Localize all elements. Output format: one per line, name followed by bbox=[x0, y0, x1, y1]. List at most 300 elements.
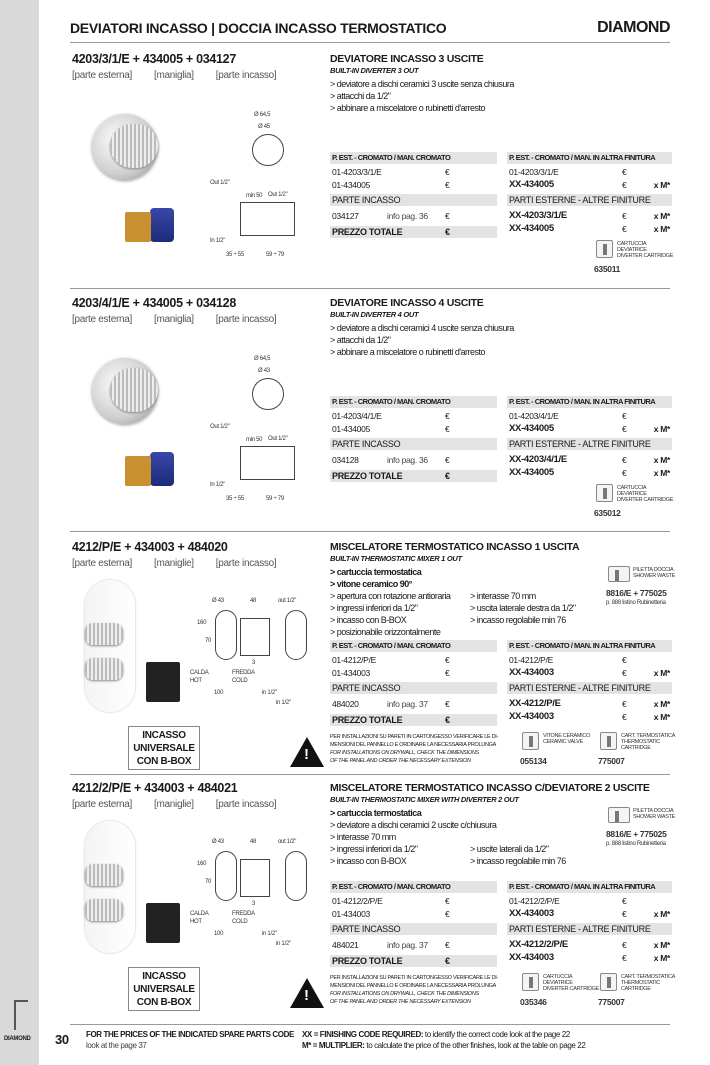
code-cell: XX-434005 bbox=[509, 467, 554, 478]
code-cell: XX-434003 bbox=[509, 908, 554, 919]
feature-text: > deviatore a dischi ceramici 2 uscite c/chiusura bbox=[330, 820, 497, 830]
code-cell: XX-434005 bbox=[509, 179, 554, 190]
table-header: PARTI ESTERNE - ALTRE FINITURE bbox=[507, 194, 672, 206]
code-cell: 01-4212/P/E bbox=[509, 655, 553, 665]
part-label: [maniglie] bbox=[153, 558, 194, 569]
spare-part-code: 775007 bbox=[598, 997, 625, 1007]
handle-image-top bbox=[85, 864, 123, 886]
dimension-label: Ø 64,5 bbox=[254, 356, 271, 362]
code-cell: 01-434005 bbox=[332, 180, 370, 190]
table-row bbox=[507, 908, 672, 920]
warning-icon bbox=[290, 737, 324, 767]
multiplier-cell: x M* bbox=[653, 940, 670, 950]
table-header: PARTI ESTERNE - ALTRE FINITURE bbox=[507, 438, 672, 450]
code-cell: 01-4212/2/P/E bbox=[332, 896, 383, 906]
product-section bbox=[0, 296, 710, 532]
dimension-label: 100 bbox=[214, 690, 224, 696]
feature-text: > abbinare a miscelatore o rubinetti d'arresto bbox=[330, 347, 486, 357]
dimension-label: 35 ÷ 55 bbox=[226, 496, 244, 502]
euro-cell: € bbox=[622, 424, 627, 434]
drawing-front bbox=[215, 610, 237, 660]
page-number: 30 bbox=[55, 1032, 69, 1047]
product-subtitle: BUILT-IN THERMOSTATIC MIXER 1 OUT bbox=[330, 554, 462, 563]
shower-waste-label bbox=[633, 808, 703, 820]
euro-cell: € bbox=[445, 455, 450, 465]
table-row bbox=[330, 698, 497, 710]
product-section bbox=[0, 540, 710, 776]
bbox-label-line: CON B-BOX bbox=[136, 997, 192, 1008]
table-header: PARTE INCASSO bbox=[330, 923, 497, 935]
euro-cell: € bbox=[622, 699, 627, 709]
total-row bbox=[330, 955, 497, 967]
dimension-label: Ø 43 bbox=[212, 839, 224, 845]
code-cell: 01-4212/P/E bbox=[332, 655, 376, 665]
feature-item bbox=[330, 819, 610, 831]
spare-parts-note-title: FOR THE PRICES OF THE INDICATED SPARE PARTS CODE bbox=[86, 1030, 294, 1039]
brass-fitting bbox=[125, 212, 151, 242]
spare-part-label-line: CARTUCCIA bbox=[617, 485, 647, 491]
part-label: [parte esterna] bbox=[72, 558, 132, 569]
code-cell: 01-434005 bbox=[332, 424, 370, 434]
product-image-plate bbox=[85, 580, 135, 712]
dimension-label: HOT bbox=[190, 919, 202, 925]
total-row bbox=[330, 226, 497, 238]
table-row bbox=[330, 895, 497, 907]
feature-item bbox=[330, 626, 610, 638]
shower-waste-label-line: SHOWER WASTE bbox=[633, 814, 676, 820]
product-code: 4203/3/1/E + 434005 + 034127 bbox=[72, 52, 236, 66]
spare-part-code: 035346 bbox=[520, 997, 547, 1007]
euro-cell: € bbox=[622, 211, 627, 221]
euro-cell: € bbox=[622, 411, 627, 421]
code-cell: 01-434003 bbox=[332, 668, 370, 678]
feature-item bbox=[330, 807, 610, 819]
feature-text: > ingressi inferiori da 1/2" bbox=[330, 603, 418, 613]
spare-part-label bbox=[621, 733, 693, 751]
feature-item bbox=[330, 590, 610, 602]
euro-cell: € bbox=[445, 227, 450, 237]
multiplier-cell: x M* bbox=[653, 712, 670, 722]
multiplier-cell: x M* bbox=[653, 180, 670, 190]
dimension-label: 3 bbox=[252, 901, 256, 907]
table-header: P. EST. - CROMATO / MAN. CROMATO bbox=[330, 396, 497, 408]
code-cell: XX-4212/P/E bbox=[509, 698, 561, 709]
handle-image bbox=[110, 368, 158, 412]
multiplier-cell: x M* bbox=[653, 668, 670, 678]
handle-image-bottom bbox=[85, 899, 123, 921]
drawing-side bbox=[240, 446, 295, 480]
spare-part-label-line: CART. TERMOSTATICA bbox=[621, 974, 676, 980]
dimension-label: Ø 43 bbox=[258, 368, 270, 374]
bbox-label bbox=[128, 726, 200, 770]
code-cell: XX-4203/4/1/E bbox=[509, 454, 567, 465]
total-row bbox=[330, 470, 497, 482]
code-cell: 484020 bbox=[332, 699, 359, 709]
feature-item bbox=[330, 322, 514, 334]
spare-part-label-line: CARTRIDGE bbox=[621, 745, 651, 751]
euro-cell: € bbox=[445, 668, 450, 678]
shower-waste-note: p. 888 listino Rubinetteria bbox=[606, 841, 666, 847]
euro-cell: € bbox=[622, 896, 627, 906]
euro-cell: € bbox=[622, 655, 627, 665]
spare-part-code: 055134 bbox=[520, 756, 547, 766]
product-title: DEVIATORE INCASSO 4 USCITE bbox=[330, 297, 484, 309]
drawing-front bbox=[215, 851, 237, 901]
feature-item bbox=[330, 855, 610, 867]
feature-text: > cartuccia termostatica bbox=[330, 808, 422, 818]
part-label: [maniglia] bbox=[153, 314, 194, 325]
dimension-label: 160 bbox=[197, 620, 207, 626]
dimension-label: COLD bbox=[232, 919, 248, 925]
footer-divider bbox=[70, 1024, 670, 1025]
valve-body-image bbox=[150, 452, 174, 486]
cartridge-icon bbox=[600, 973, 617, 991]
table-header: P. EST. - CROMATO / MAN. IN ALTRA FINITURA bbox=[507, 396, 672, 408]
feature-item bbox=[330, 346, 514, 358]
drywall-warning bbox=[330, 974, 515, 1006]
multiplier-legend bbox=[302, 1040, 707, 1051]
feature-item bbox=[330, 78, 514, 90]
feature-text: > apertura con rotazione antioraria bbox=[330, 591, 451, 601]
feature-item bbox=[330, 90, 514, 102]
feature-text: > incasso regolabile min 76 bbox=[470, 856, 566, 866]
drawing-side bbox=[240, 202, 295, 236]
brand-logo: DIAMOND bbox=[597, 19, 670, 36]
table-row bbox=[507, 166, 672, 178]
euro-cell: € bbox=[622, 953, 627, 963]
multiplier-cell: x M* bbox=[653, 455, 670, 465]
table-header: PARTE INCASSO bbox=[330, 682, 497, 694]
spare-part-label-line: CARTUCCIA bbox=[543, 974, 573, 980]
shower-waste-code: 8816/E + 775025 bbox=[606, 588, 667, 598]
cartridge-icon bbox=[522, 732, 539, 750]
feature-text: > interasse 70 mm bbox=[470, 591, 536, 601]
euro-cell: € bbox=[622, 180, 627, 190]
table-row bbox=[507, 667, 672, 679]
drawing-rear bbox=[285, 610, 307, 660]
table-row bbox=[330, 939, 497, 951]
code-cell: XX-4212/2/P/E bbox=[509, 939, 568, 950]
feature-text: > deviatore a dischi ceramici 4 uscite senza chiusura bbox=[330, 323, 514, 333]
dimension-label: 35 ÷ 55 bbox=[226, 252, 244, 258]
euro-cell: € bbox=[445, 211, 450, 221]
dimension-label: FREDDA bbox=[232, 911, 255, 917]
warning-line: OF THE PANEL AND ORDER THE NECESSARY EXTENSION bbox=[330, 999, 471, 1005]
shower-waste-label-line: PILETTA DOCCIA bbox=[633, 567, 674, 573]
part-labels bbox=[72, 558, 298, 569]
bbox-label bbox=[128, 967, 200, 1011]
dimension-label: CALDA bbox=[190, 670, 209, 676]
feature-text: > posizionabile orizzontalmente bbox=[330, 627, 441, 637]
table-row bbox=[507, 423, 672, 435]
dimension-label: In 1/2" bbox=[210, 482, 226, 488]
product-subtitle: BUILT-IN THERMOSTATIC MIXER WITH DIVERTER 2 OUT bbox=[330, 795, 519, 804]
shower-waste-code: 8816/E + 775025 bbox=[606, 829, 667, 839]
legend-block bbox=[302, 1029, 707, 1051]
table-header: PARTI ESTERNE - ALTRE FINITURE bbox=[507, 923, 672, 935]
total-label: PREZZO TOTALE bbox=[332, 715, 403, 725]
warning-icon bbox=[290, 978, 324, 1008]
xx-legend bbox=[302, 1029, 707, 1040]
feature-text: > uscite laterali da 1/2" bbox=[470, 844, 549, 854]
spare-part-label-line: DIVERTER CARTRIDGE bbox=[617, 497, 674, 503]
product-subtitle: BUILT-IN DIVERTER 3 OUT bbox=[330, 66, 419, 75]
code-cell: XX-434003 bbox=[509, 952, 554, 963]
spare-part-label-line: DEVIATRICE bbox=[617, 491, 647, 497]
drawing-front bbox=[252, 378, 284, 410]
total-row bbox=[330, 714, 497, 726]
euro-cell: € bbox=[445, 699, 450, 709]
table-header: P. EST. - CROMATO / MAN. IN ALTRA FINITURA bbox=[507, 640, 672, 652]
euro-cell: € bbox=[445, 180, 450, 190]
handle-image-bottom bbox=[85, 658, 123, 680]
bbox-label-line: UNIVERSALE bbox=[133, 984, 195, 995]
part-label: [maniglie] bbox=[153, 799, 194, 810]
code-cell: 01-4203/4/1/E bbox=[509, 411, 559, 421]
table-row bbox=[507, 952, 672, 964]
cartridge-icon bbox=[600, 732, 617, 750]
dimension-label: in 1/2" bbox=[262, 931, 277, 937]
drywall-warning bbox=[330, 733, 515, 765]
spare-part-label-line: CART. TERMOSTATICA bbox=[621, 733, 676, 739]
total-label: PREZZO TOTALE bbox=[332, 956, 403, 966]
spare-part-label-line: CARTRIDGE bbox=[621, 986, 651, 992]
feature-text: > vitone ceramico 90° bbox=[330, 579, 412, 589]
info-page-link: info pag. 36 bbox=[387, 211, 428, 221]
table-row bbox=[507, 711, 672, 723]
table-header: P. EST. - CROMATO / MAN. IN ALTRA FINITURA bbox=[507, 152, 672, 164]
spare-part-label-line: DEVIATRICE bbox=[617, 247, 647, 253]
spare-part-label-line: THERMOSTATIC bbox=[621, 739, 660, 745]
warning-line: MENSIONI DEL PANNELLO E ORDINARE LA NECESSARIA PROLUNGA bbox=[330, 742, 496, 748]
dimension-label: HOT bbox=[190, 678, 202, 684]
table-row bbox=[330, 423, 497, 435]
euro-cell: € bbox=[622, 455, 627, 465]
warning-line: OF THE PANEL AND ORDER THE NECESSARY EXTENSION bbox=[330, 758, 471, 764]
code-cell: XX-434003 bbox=[509, 711, 554, 722]
feature-item bbox=[330, 614, 610, 626]
part-label: [parte incasso] bbox=[215, 558, 277, 569]
total-label: PREZZO TOTALE bbox=[332, 227, 403, 237]
feature-item bbox=[330, 602, 610, 614]
cartridge-icon bbox=[522, 973, 539, 991]
euro-cell: € bbox=[445, 655, 450, 665]
feature-list bbox=[330, 807, 610, 867]
bbox-image bbox=[146, 903, 180, 943]
feature-text: > incasso regolabile min 76 bbox=[470, 615, 566, 625]
code-cell: 01-4212/2/P/E bbox=[509, 896, 560, 906]
warning-line: PER INSTALLAZIONI SU PARETI IN CARTONGESSO VERIFICARE LE DI- bbox=[330, 975, 499, 981]
part-label: [parte esterna] bbox=[72, 314, 132, 325]
product-title: DEVIATORE INCASSO 3 USCITE bbox=[330, 53, 484, 65]
shower-waste-note: p. 888 listino Rubinetteria bbox=[606, 600, 666, 606]
dimension-label: 70 bbox=[205, 638, 212, 644]
table-header: P. EST. - CROMATO / MAN. CROMATO bbox=[330, 152, 497, 164]
spare-part-label bbox=[617, 241, 689, 259]
code-cell: XX-434005 bbox=[509, 223, 554, 234]
m-text: to calculate the price of the other finishes, look at the table on page 22 bbox=[364, 1041, 586, 1050]
handle-image-top bbox=[85, 623, 123, 645]
dimension-label: 59 ÷ 79 bbox=[266, 496, 284, 502]
code-cell: 01-4203/3/1/E bbox=[509, 167, 559, 177]
feature-text: > incasso con B-BOX bbox=[330, 856, 407, 866]
table-header: PARTE INCASSO bbox=[330, 438, 497, 450]
multiplier-cell: x M* bbox=[653, 224, 670, 234]
info-page-link: info pag. 37 bbox=[387, 940, 428, 950]
table-row bbox=[330, 454, 497, 466]
product-title: MISCELATORE TERMOSTATICO INCASSO C/DEVIATORE 2 USCITE bbox=[330, 782, 650, 794]
shower-waste-label-line: SHOWER WASTE bbox=[633, 573, 676, 579]
table-row bbox=[507, 467, 672, 479]
part-label: [parte incasso] bbox=[215, 70, 277, 81]
part-label: [parte esterna] bbox=[72, 799, 132, 810]
feature-text: > attacchi da 1/2" bbox=[330, 335, 391, 345]
table-header: P. EST. - CROMATO / MAN. CROMATO bbox=[330, 881, 497, 893]
feature-text: > uscita laterale destra da 1/2" bbox=[470, 603, 576, 613]
part-label: [maniglia] bbox=[153, 70, 194, 81]
spare-part-label-line: DIVERTER CARTRIDGE bbox=[543, 986, 600, 992]
table-row bbox=[507, 179, 672, 191]
table-row bbox=[507, 223, 672, 235]
table-row bbox=[330, 410, 497, 422]
product-image-plate bbox=[85, 821, 135, 953]
spare-part-label-line: CARTUCCIA bbox=[617, 241, 647, 247]
dimension-label: CALDA bbox=[190, 911, 209, 917]
info-page-link: info pag. 37 bbox=[387, 699, 428, 709]
code-cell: XX-4203/3/1/E bbox=[509, 210, 567, 221]
euro-cell: € bbox=[445, 167, 450, 177]
euro-cell: € bbox=[622, 940, 627, 950]
shower-waste-icon bbox=[608, 566, 630, 582]
euro-cell: € bbox=[622, 224, 627, 234]
table-row bbox=[507, 410, 672, 422]
euro-cell: € bbox=[445, 715, 450, 725]
feature-text: > interasse 70 mm bbox=[330, 832, 396, 842]
total-label: PREZZO TOTALE bbox=[332, 471, 403, 481]
bbox-label-line: UNIVERSALE bbox=[133, 743, 195, 754]
product-subtitle: BUILT-IN DIVERTER 4 OUT bbox=[330, 310, 419, 319]
code-cell: 01-4203/3/1/E bbox=[332, 167, 382, 177]
dimension-label: Out 1/2" bbox=[210, 424, 230, 430]
table-row bbox=[507, 210, 672, 222]
dimension-label: Ø 64,5 bbox=[254, 112, 271, 118]
euro-cell: € bbox=[445, 424, 450, 434]
feature-list bbox=[330, 78, 514, 114]
feature-item bbox=[330, 831, 610, 843]
dimension-label: Ø 45 bbox=[258, 124, 270, 130]
table-header: P. EST. - CROMATO / MAN. IN ALTRA FINITURA bbox=[507, 881, 672, 893]
warning-line: PER INSTALLAZIONI SU PARETI IN CARTONGESSO VERIFICARE LE DI- bbox=[330, 734, 499, 740]
info-page-link: info pag. 36 bbox=[387, 455, 428, 465]
dimension-label: 48 bbox=[250, 598, 257, 604]
bbox-label-line: CON B-BOX bbox=[136, 756, 192, 767]
brass-fitting bbox=[125, 456, 151, 486]
spare-part-label-line: THERMOSTATIC bbox=[621, 980, 660, 986]
code-cell: 484021 bbox=[332, 940, 359, 950]
feature-list bbox=[330, 322, 514, 358]
code-cell: XX-434005 bbox=[509, 423, 554, 434]
dimension-label: 70 bbox=[205, 879, 212, 885]
product-code: 4212/2/P/E + 434003 + 484021 bbox=[72, 781, 238, 795]
part-labels bbox=[72, 799, 298, 810]
feature-item bbox=[330, 578, 610, 590]
table-row bbox=[507, 698, 672, 710]
dimension-label: Out 1/2" bbox=[210, 180, 230, 186]
euro-cell: € bbox=[445, 956, 450, 966]
drawing-rear bbox=[285, 851, 307, 901]
euro-cell: € bbox=[622, 468, 627, 478]
feature-item bbox=[330, 843, 610, 855]
dimension-label: min 50 bbox=[246, 437, 263, 443]
cartridge-icon bbox=[596, 484, 613, 502]
table-row bbox=[507, 939, 672, 951]
xx-key: XX = FINISHING CODE REQUIRED: bbox=[302, 1030, 424, 1039]
dimension-label: 59 ÷ 79 bbox=[266, 252, 284, 258]
code-cell: 01-4203/4/1/E bbox=[332, 411, 382, 421]
spare-parts-note-block bbox=[86, 1029, 296, 1051]
feature-item bbox=[330, 566, 610, 578]
dimension-label: in 1/2" bbox=[276, 941, 291, 947]
warning-line: MENSIONI DEL PANNELLO E ORDINARE LA NECESSARIA PROLUNGA bbox=[330, 983, 496, 989]
product-code: 4203/4/1/E + 434005 + 034128 bbox=[72, 296, 236, 310]
table-row bbox=[330, 654, 497, 666]
dimension-label: out 1/2" bbox=[278, 839, 297, 845]
section-divider bbox=[70, 288, 670, 289]
dimension-label: Ø 43 bbox=[212, 598, 224, 604]
cartridge-icon bbox=[596, 240, 613, 258]
code-cell: 034128 bbox=[332, 455, 359, 465]
spare-part-label-line: DEVIATRICE bbox=[543, 980, 573, 986]
feature-list bbox=[330, 566, 610, 638]
part-label: [parte esterna] bbox=[72, 70, 132, 81]
euro-cell: € bbox=[622, 712, 627, 722]
handle-image bbox=[110, 124, 158, 168]
spare-part-label-line: VITONE CERAMICO bbox=[543, 733, 591, 739]
feature-text: > abbinare a miscelatore o rubinetti d'arresto bbox=[330, 103, 486, 113]
page-title: DEVIATORI INCASSO | DOCCIA INCASSO TERMOSTATICO bbox=[70, 20, 447, 36]
spare-part-label-line: DIVERTER CARTRIDGE bbox=[617, 253, 674, 259]
shower-waste-icon bbox=[608, 807, 630, 823]
table-row bbox=[330, 166, 497, 178]
drawing-front bbox=[252, 134, 284, 166]
code-cell: 01-434003 bbox=[332, 909, 370, 919]
dimension-label: Out 1/2" bbox=[268, 436, 288, 442]
dimension-label: 48 bbox=[250, 839, 257, 845]
code-cell: 034127 bbox=[332, 211, 359, 221]
spare-parts-note: look at the page 37 bbox=[86, 1041, 147, 1050]
multiplier-cell: x M* bbox=[653, 953, 670, 963]
product-section bbox=[0, 52, 710, 288]
feature-text: > incasso con B-BOX bbox=[330, 615, 407, 625]
bbox-label-line: INCASSO bbox=[142, 730, 186, 741]
product-code: 4212/P/E + 434003 + 484020 bbox=[72, 540, 228, 554]
table-row bbox=[330, 667, 497, 679]
table-header: P. EST. - CROMATO / MAN. CROMATO bbox=[330, 640, 497, 652]
euro-cell: € bbox=[622, 167, 627, 177]
table-row bbox=[330, 179, 497, 191]
feature-text: > attacchi da 1/2" bbox=[330, 91, 391, 101]
euro-cell: € bbox=[622, 909, 627, 919]
feature-text: > cartuccia termostatica bbox=[330, 567, 422, 577]
code-cell: XX-434003 bbox=[509, 667, 554, 678]
dimension-label: 100 bbox=[214, 931, 224, 937]
multiplier-cell: x M* bbox=[653, 909, 670, 919]
dimension-label: in 1/2" bbox=[276, 700, 291, 706]
euro-cell: € bbox=[622, 668, 627, 678]
dimension-label: In 1/2" bbox=[210, 238, 226, 244]
m-key: M* = MULTIPLIER: bbox=[302, 1041, 365, 1050]
table-row bbox=[507, 654, 672, 666]
